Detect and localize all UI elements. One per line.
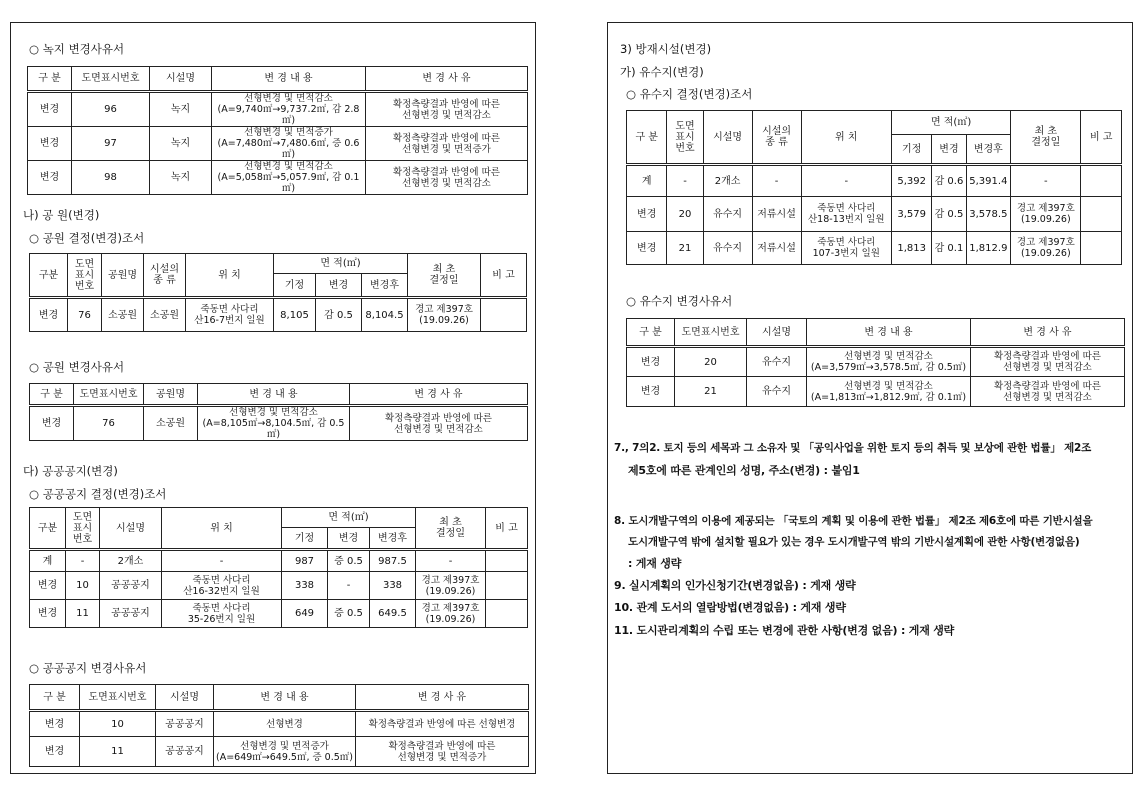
table-row: 변경 21 유수지 선형변경 및 면적감소 (A=1,813㎡→1,812.9㎡, 감 0.1㎡) 확정측량결과 반영에 따른 선형변경 및 면적감소 (627, 377, 1125, 407)
park-decision-heading: ○ 공원 결정(변경)조서 (29, 231, 145, 245)
public-space-decision-table: 구분 도면 표시 번호 시설명 위 치 면 적(㎡) 최 초 결정일 비 고 기정 변경 변경후 계 - 2개소 - 987 증 0.5 987.5 - 변경 10 공공공지 죽동면 사다리 산16-32번지 일원 338 - 338 경고 제397호 (19.09.26) 변경 11 공공공지 죽동면 사다리 35-26번지 일원 649 증 0.5 649.5 경고 제397호 (19.09.26) (29, 507, 528, 628)
table-row: 변경 76 소공원 소공원 죽동면 사다리 산16-7번지 일원 8,105 감 0.5 8,104.5 경고 제397호 (19.09.26) (30, 298, 527, 332)
table-row: 변경 76 소공원 선형변경 및 면적감소 (A=8,105㎡→8,104.5㎡, 감 0.5㎡) 확정측량결과 반영에 따른 선형변경 및 면적감소 (30, 406, 528, 441)
public-space-reason-heading: ○ 공공공지 변경사유서 (29, 661, 147, 675)
table-row: 변경 10 공공공지 선형변경 확정측량결과 반영에 따른 선형변경 (30, 711, 529, 737)
retention-decision-heading: ○ 유수지 결정(변경)조서 (626, 87, 753, 101)
table-row: 변경 97 녹지 선형변경 및 면적증가 (A=7,480㎡→7,480.6㎡, 증 0.6㎡) 확정측량결과 반영에 따른 선형변경 및 면적증가 (28, 127, 528, 161)
park-reason-heading: ○ 공원 변경사유서 (29, 360, 125, 374)
table-row: 변경 96 녹지 선형변경 및 면적감소 (A=9,740㎡→9,737.2㎡, 감 2.8㎡) 확정측량결과 반영에 따른 선형변경 및 면적감소 (28, 92, 528, 127)
public-space-section-title: 다) 공공공지(변경) (23, 464, 118, 478)
item-8-line-1: 8. 도시개발구역의 이용에 제공되는 「국토의 계획 및 이용에 관한 법률」 제2조 제6호에 따른 기반시설을 (614, 515, 1093, 527)
right-page (607, 22, 1133, 774)
greenery-reason-table (27, 66, 528, 195)
table-row: 변경 11 공공공지 죽동면 사다리 35-26번지 일원 649 증 0.5 649.5 경고 제397호 (19.09.26) (30, 600, 528, 628)
item-8-line-3: : 게재 생략 (628, 557, 682, 570)
item-7-line-1: 7., 7의2. 토지 등의 세목과 그 소유자 및 「공익사업을 위한 토지 등의 취득 및 보상에 관한 법률」 제2조 (614, 442, 1092, 454)
table-header-row: 구 분 도면표시번호 공원명 변 경 내 용 변 경 사 유 (30, 384, 528, 406)
park-decision-table: 구분 도면 표시 번호 공원명 시설의 종 류 위 치 면 적(㎡) 최 초 결정일 비 고 기정 변경 변경후 변경 76 소공원 소공원 죽동면 사다리 산16-7번지 일원 8,105 감 0.5 8,104.5 경고 제397호 (19.09.26) (29, 253, 527, 332)
table-row: 변경 10 공공공지 죽동면 사다리 산16-32번지 일원 338 - 338 경고 제397호 (19.09.26) (30, 572, 528, 600)
table-row: 변경 21 유수지 저류시설 죽동면 사다리 107-3번지 일원 1,813 감 0.1 1,812.9 경고 제397호 (19.09.26) (627, 232, 1122, 265)
item-10: 10. 관계 도서의 열람방법(변경없음) : 게재 생략 (614, 601, 846, 614)
table-header-row: 구분 도면 표시 번호 공원명 시설의 종 류 위 치 면 적(㎡) 최 초 결정일 비 고 (30, 254, 527, 274)
item-8-line-2: 도시개발구역 밖에 설치할 필요가 있는 경우 도시개발구역 밖의 기반시설계획에 관한 사항(변경없음) (628, 536, 1080, 548)
table-header-row: 구 분 도면표시번호 시설명 변 경 내 용 변 경 사 유 (627, 319, 1125, 347)
left-page (10, 22, 536, 774)
table-row: 변경 20 유수지 선형변경 및 면적감소 (A=3,579㎡→3,578.5㎡, 감 0.5㎡) 확정측량결과 반영에 따른 선형변경 및 면적감소 (627, 347, 1125, 377)
table-row: 변경 20 유수지 저류시설 죽동면 사다리 산18-13번지 일원 3,579 감 0.5 3,578.5 경고 제397호 (19.09.26) (627, 197, 1122, 232)
item-9: 9. 실시계획의 인가신청기간(변경없음) : 게재 생략 (614, 579, 856, 592)
table-header-row: 구 분 도면표시번호 시설명 변 경 내 용 변 경 사 유 (28, 67, 528, 92)
table-total-row: 계 - 2개소 - - 5,392 감 0.6 5,391.4 - (627, 165, 1122, 197)
table-total-row: 계 - 2개소 - 987 증 0.5 987.5 - (30, 550, 528, 572)
park-reason-table (29, 383, 528, 441)
retention-reason-heading: ○ 유수지 변경사유서 (626, 294, 733, 308)
retention-decision-table: 구 분 도면 표시 번호 시설명 시설의 종 류 위 치 면 적(㎡) 최 초 결정일 비 고 기정 변경 변경후 계 - 2개소 - - 5,392 감 0.6 5,391.4 - 변경 20 유수지 저류시설 죽동면 사다리 산18-13번지 일원 3,579 감 0.5 3,578.5 경고 제397호 (19.09.26) 변경 21 유수지 저류시설 죽동면 사다리 107-3번지 일원 1,813 감 0.1 1,812.9 경고 제397호 (19.09.26) (626, 110, 1122, 265)
item-7-line-2: 제5호에 따른 관계인의 성명, 주소(변경) : 붙임1 (628, 464, 860, 477)
table-row: 변경 98 녹지 선형변경 및 면적감소 (A=5,058㎡→5,057.9㎡, 감 0.1㎡) 확정측량결과 반영에 따른 선형변경 및 면적감소 (28, 161, 528, 195)
table-header-row: 구 분 도면 표시 번호 시설명 시설의 종 류 위 치 면 적(㎡) 최 초 결정일 비 고 (627, 111, 1122, 135)
park-section-title: 나) 공 원(변경) (23, 208, 100, 222)
retention-section-title: 가) 유수지(변경) (620, 65, 704, 79)
public-space-decision-heading: ○ 공공공지 결정(변경)조서 (29, 487, 167, 501)
table-header-row: 구분 도면 표시 번호 시설명 위 치 면 적(㎡) 최 초 결정일 비 고 (30, 508, 528, 528)
disaster-facility-title: 3) 방재시설(변경) (620, 42, 712, 56)
public-space-reason-table (29, 684, 529, 767)
table-row: 변경 11 공공공지 선형변경 및 면적증가 (A=649㎡→649.5㎡, 증 0.5㎡) 확정측량결과 반영에 따른 선형변경 및 면적증가 (30, 737, 529, 767)
item-11: 11. 도시관리계획의 수립 또는 변경에 관한 사항(변경 없음) : 게재 생략 (614, 624, 955, 637)
table-header-row: 구 분 도면표시번호 시설명 변 경 내 용 변 경 사 유 (30, 685, 529, 711)
greenery-reason-heading: ○ 녹지 변경사유서 (29, 42, 125, 56)
retention-reason-table (626, 318, 1125, 407)
